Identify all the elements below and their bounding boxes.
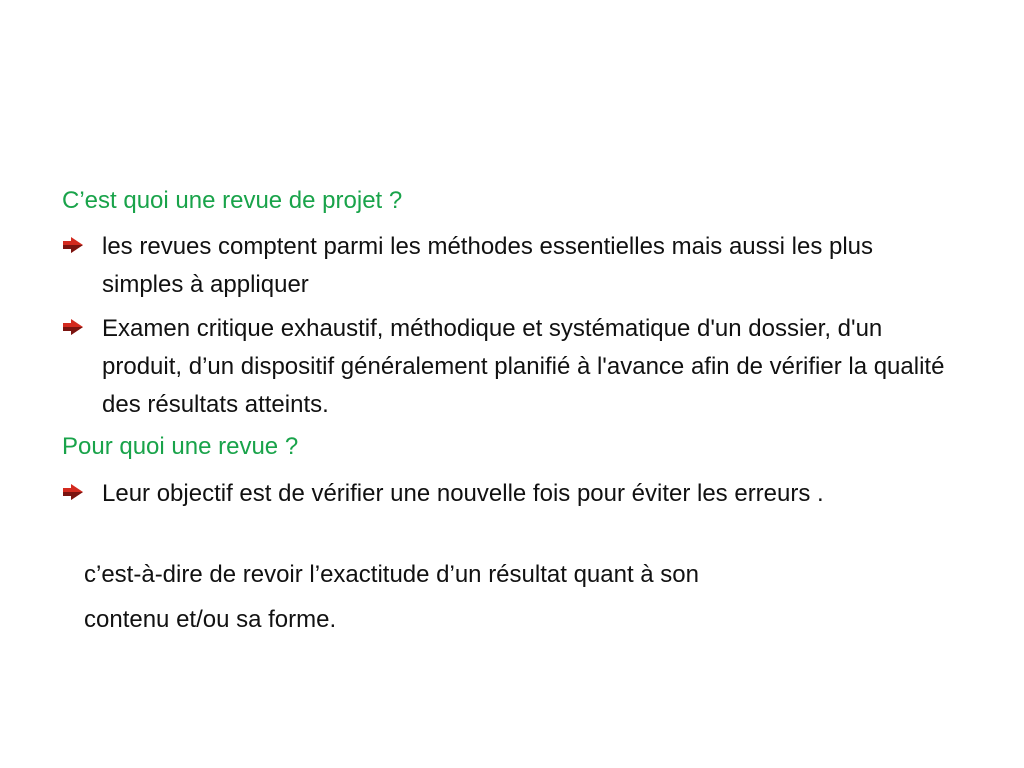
bullet-text: Leur objectif est de vérifier une nouvelle fois pour éviter les erreurs . — [102, 480, 824, 507]
body-line-1: c’est-à-dire de revoir l’exactitude d’un résultat quant à son — [84, 561, 699, 588]
bullet-text: Examen critique exhaustif, méthodique et systématique d'un dossier, d'un produit, d’un dispositif généralement planifié à l'avance afin de vérifier la qualité des résultats atteints. — [102, 315, 945, 418]
bullet-item-reviews — [62, 228, 952, 304]
red-arrow-bullet-icon — [62, 319, 84, 335]
section-heading-why: Pour quoi une revue ? — [62, 433, 299, 460]
red-arrow-bullet-icon — [62, 237, 84, 253]
bullet-item-definition — [62, 310, 952, 424]
bullet-text: les revues comptent parmi les méthodes essentielles mais aussi les plus simples à appliquer — [102, 233, 874, 298]
body-line-2: contenu et/ou sa forme. — [84, 606, 337, 633]
bullet-item-objective — [62, 475, 952, 513]
section-heading-what: C’est quoi une revue de projet ? — [62, 187, 403, 214]
red-arrow-bullet-icon — [62, 484, 84, 500]
